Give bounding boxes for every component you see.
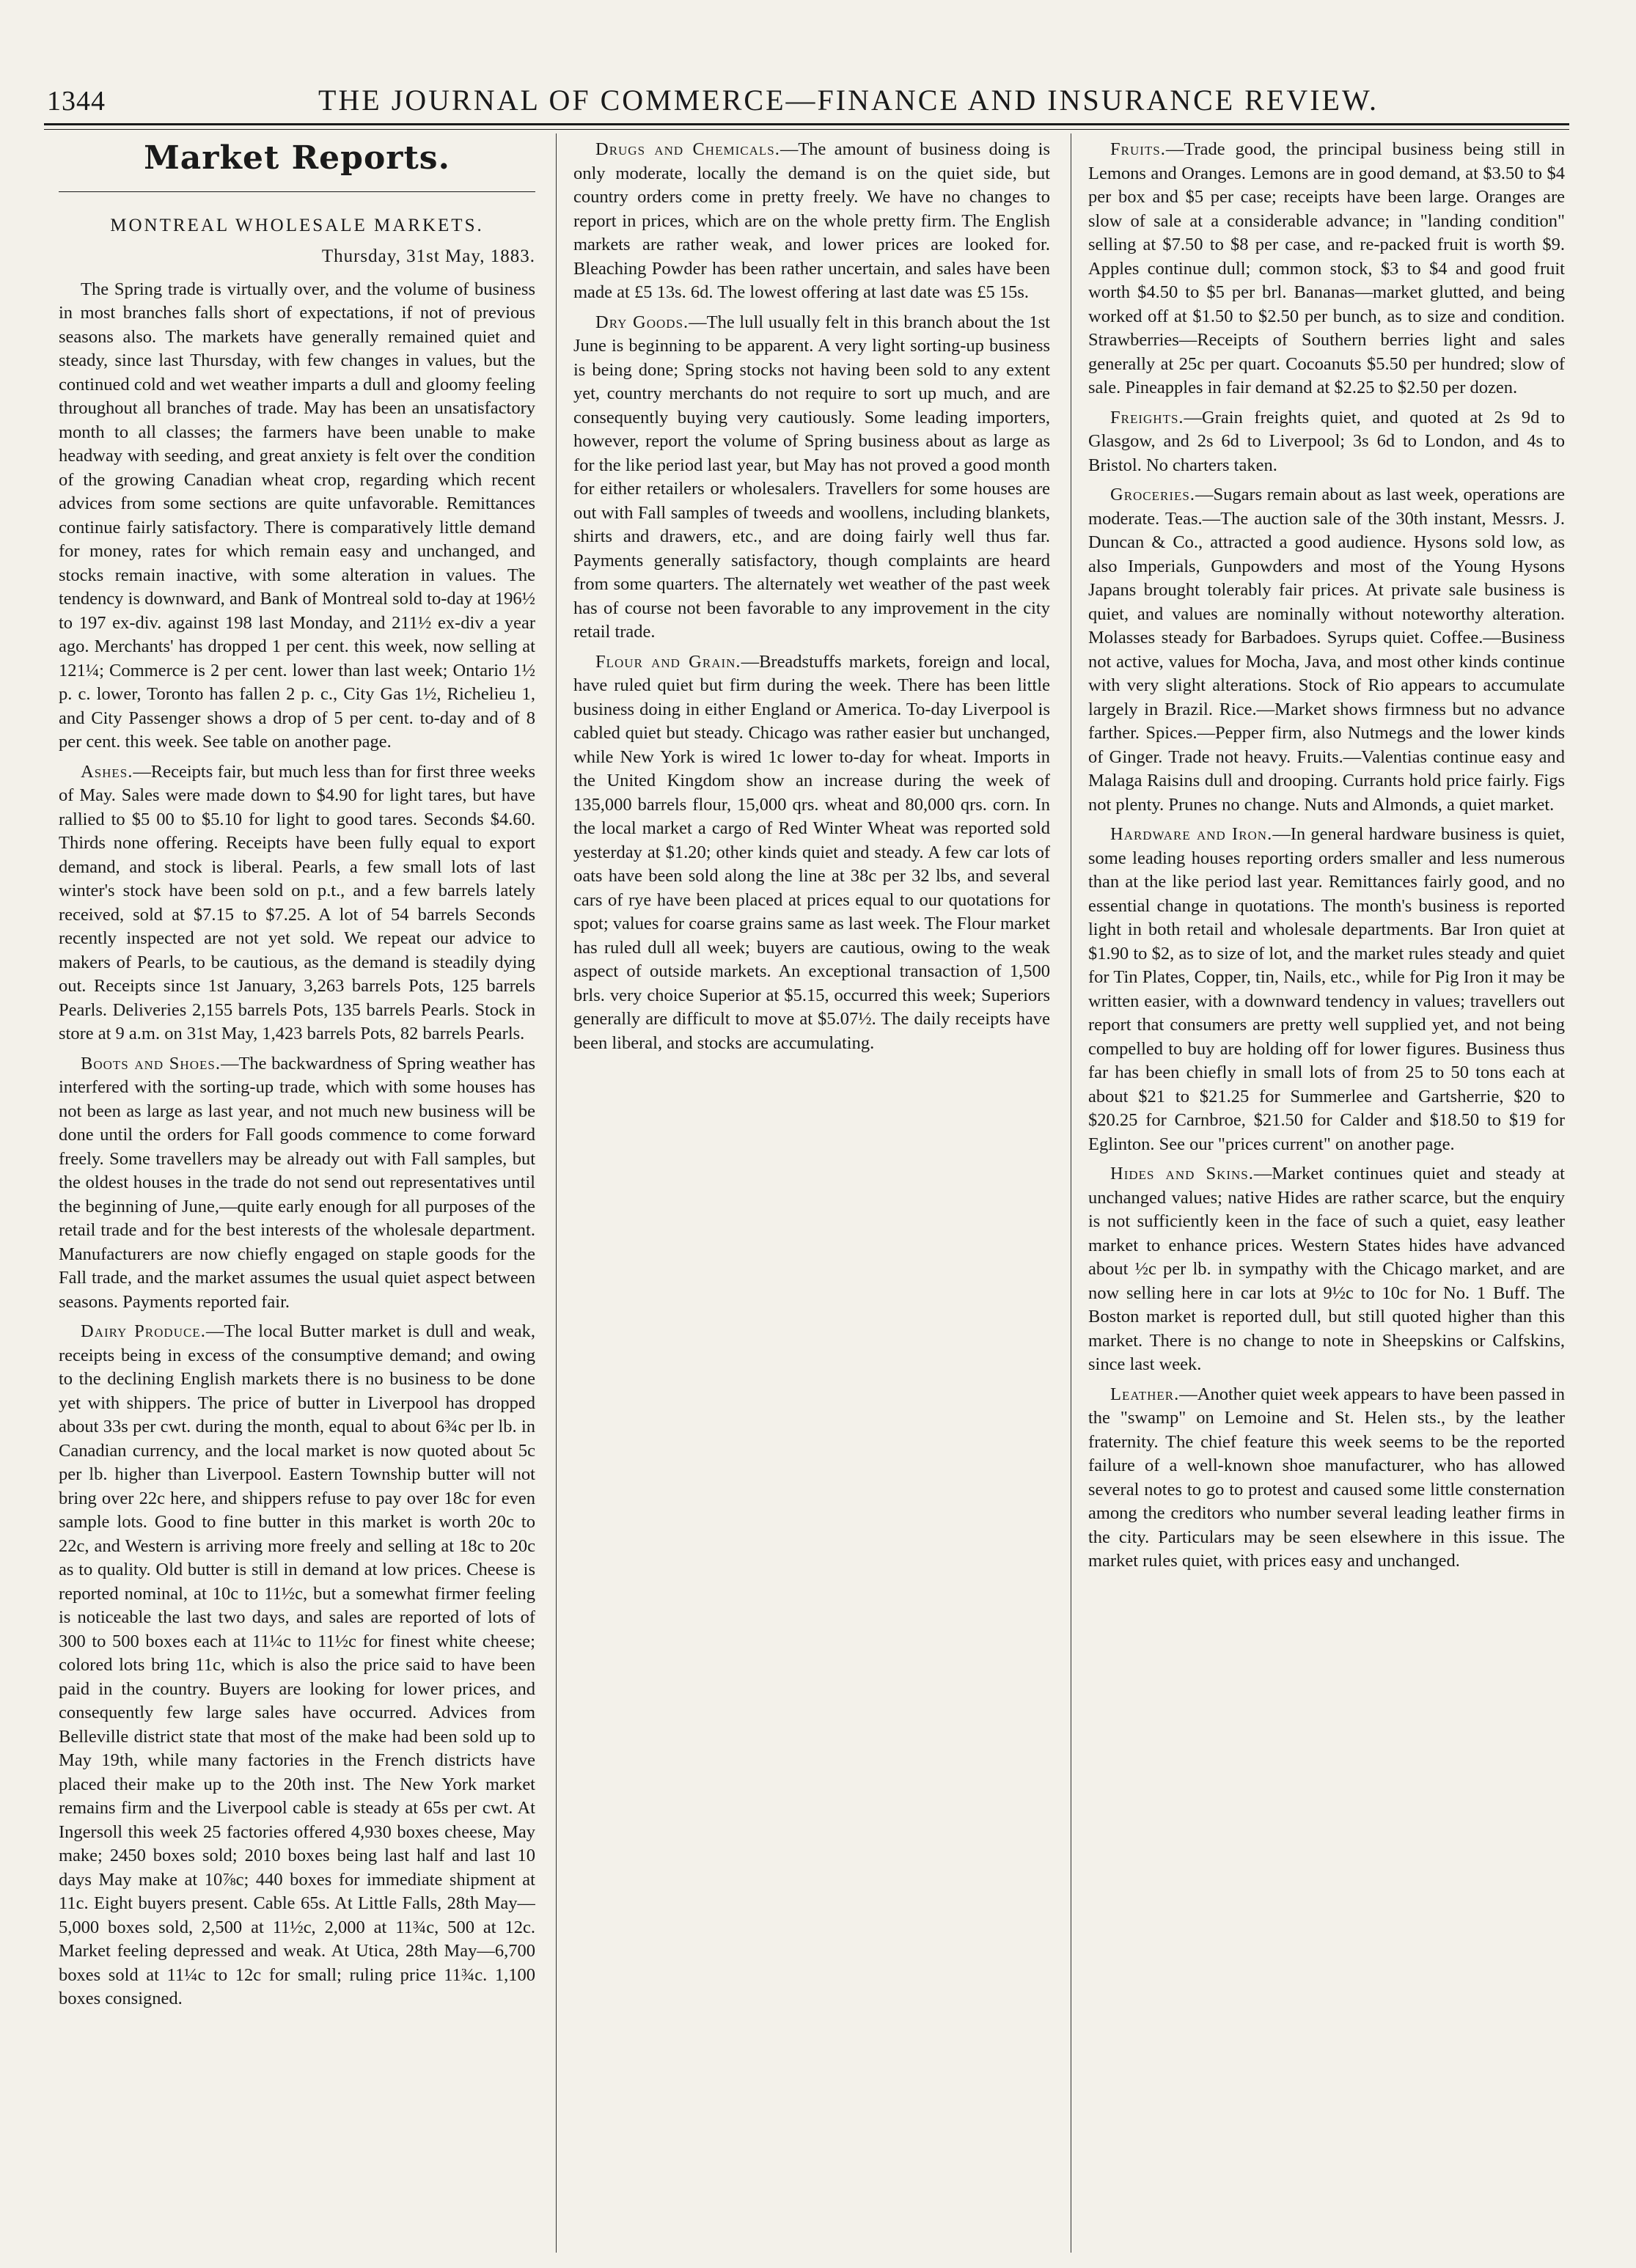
article-text: —Another quiet week appears to have been passed in the "swamp" on Lemoine and St. Helen sts., by the leather fraternity. The chief feature this week seems to be the reported failure of a well-known shoe manufacturer, who has allowed several notes to go to protest and caused some little consternation among the creditors who number several leading leather firms in the city. Particulars may be seen elsewhere in this issue. The market rules quiet, with prices easy and unchanged.	[1088, 1384, 1565, 1571]
article-boots-and-shoes	[59, 1052, 535, 1315]
article-text: —Grain freights quiet, and quoted at 2s 9d to Glasgow, and 2s 6d to Liverpool; 3s 6d to London, and 4s to Bristol. No charters taken.	[1088, 407, 1565, 475]
article-text: —Breadstuffs markets, foreign and local, have ruled quiet but firm during the week. There has been little business doing in either England or America. To-day Liverpool is cabled quiet but steady. Chicago was rather easier but unchanged, while New York is wired 1c lower to-day for wheat. Imports in the United Kingdom show an increase during the week of 135,000 barrels flour, 15,000 qrs. wheat and 80,000 qrs. corn. In the local market a cargo of Red Winter Wheat was reported sold yesterday at $1.20; other kinds quiet and steady. A few car lots of oats have been sold along the line at 38c per 32 lbs, and several cars of rye have been placed at prices equal to our quotations for spot; values for coarse grains same as last week. The Flour market has ruled dull all week; buyers are cautious, owing to the weak aspect of outside markets. An exceptional transaction of 1,500 brls. very choice Superior at $5.15, occurred this week; Superiors generally are difficult to move at $5.07½. The daily receipts have been liberal, and stocks are accumulating.	[573, 651, 1050, 1053]
page-number: 1344	[47, 86, 106, 117]
section-title: Market Reports.	[144, 139, 450, 177]
article-fruits	[1088, 138, 1565, 400]
article-lead: Hardware and Iron.	[1110, 824, 1273, 844]
article-flour-and-grain	[573, 650, 1050, 1056]
article-intro	[59, 278, 535, 755]
article-text: —Market continues quiet and steady at unchanged values; native Hides are rather scarce, but the enquiry is not sufficiently keen in the face of such a quiet, easy leather market to enhance prices. Western States hides have advanced about ½c per lb. in sympathy with the Chicago market, and are now selling here in car lots at 9½c to 10c for No. 1 Buff. The Boston market is reported dull, but still quoted higher than this market. There is no change to note in Sheepskins or Calfskins, since last week.	[1088, 1164, 1565, 1374]
article-dry-goods	[573, 311, 1050, 645]
article-text: —The local Butter market is dull and weak, receipts being in excess of the consumptive demand; and owing to the declining English markets there is no business to be done yet with shippers. The price of butter in Liverpool has dropped about 33s per cwt. during the month, equal to about 6¾c per lb. in Canadian currency, and the local market is now quoted about 5c per lb. higher than Liverpool. Eastern Township butter will not bring over 22c here, and shippers refuse to pay over 18c for even sample lots. Good to fine butter in this market is worth 20c to 22c, and Western is arriving more freely and selling at 18c to 20c as to quality. Old butter is still in demand at low prices. Cheese is reported nominal, at 10c to 11½c, but a somewhat firmer feeling is noticeable the last two days, and sales are reported of lots of 300 to 500 boxes each at 11¼c to 11½c for finest white cheese; colored lots bring 11c, which is also the price said to have been paid in the country. Buyers are looking for lower prices, and consequently few large sales have occurred. Advices from Belleville district state that most of the make had been sold up to May 19th, while many factories in the French districts have placed their make up to the 20th inst. The New York market remains firm and the Liverpool cable is steady at 65s per cwt. At Ingersoll this week 25 factories offered 4,930 boxes cheese, May make; 2450 boxes sold; 2010 boxes being last half and last 10 days May make at 10⅞c; 440 boxes for immediate shipment at 11c. Eight buyers present. Cable 65s. At Little Falls, 28th May—5,000 boxes sold, 2,500 at 11½c, 2,000 at 11¾c, 500 at 12c. Market feeling depressed and weak. At Utica, 28th May—6,700 boxes sold at 11¼c to 12c for small; ruling price 11¾c. 1,100 boxes consigned.	[59, 1321, 535, 2008]
article-lead: Boots and Shoes.	[81, 1053, 221, 1074]
article-dairy-produce	[59, 1320, 535, 2011]
article-lead: Drugs and Chemicals.	[595, 139, 780, 159]
article-lead: Ashes.	[81, 761, 133, 782]
article-hides-and-skins	[1088, 1162, 1565, 1377]
column-1	[59, 138, 535, 2250]
article-lead: Dairy Produce.	[81, 1321, 206, 1341]
article-text: —The amount of business doing is only moderate, locally the demand is on the quiet side, but country orders come in pretty freely. We have no changes to report in prices, which are on the whole pretty firm. The English markets are rather weak, and lower prices are looked for. Bleaching Powder has been rather uncertain, and sales have been made at £5 13s. 6d. The lowest offering at last date was £5 15s.	[573, 139, 1050, 302]
article-lead: Groceries.	[1110, 485, 1195, 504]
article-hardware-and-iron	[1088, 823, 1565, 1156]
article-lead: Fruits.	[1110, 139, 1166, 159]
article-freights	[1088, 406, 1565, 478]
article-lead: Hides and Skins.	[1110, 1164, 1254, 1183]
header-rule-thin	[44, 129, 1569, 130]
column-rule	[556, 133, 557, 2253]
article-ashes	[59, 760, 535, 1046]
article-drugs-and-chemicals	[573, 138, 1050, 305]
article-text: —Sugars remain about as last week, operations are moderate. Teas.—The auction sale of the 30th instant, Messrs. J. Duncan & Co., attracted a good audience. Hysons sold low, as also Imperials, Gunpowders and most of the Young Hysons Japans brought tolerably fair prices. At private sale business is quiet, and values are nominally without noteworthy alteration. Molasses steady for Barbadoes. Syrups quiet. Coffee.—Business not active, values for Mocha, Java, and most other kinds continue with very slight alterations. Stock of Rio appears to accumulate largely in Brazil. Rice.—Market shows firmness but no advance farther. Spices.—Pepper firm, also Nutmegs and the lower kinds of Ginger. Trade not heavy. Fruits.—Valentias continue easy and Malaga Raisins dull and drooping. Currants hold price fairly. Figs not plenty. Prunes no change. Nuts and Almonds, a quiet market.	[1088, 485, 1565, 815]
article-text: —In general hardware business is quiet, some leading houses reporting orders smaller and less numerous than at the like period last year. Remittances fairly good, and no essential change in quotations. The month's business is reported light in both retail and wholesale departments. Bar Iron quiet at $1.90 to $2, as to size of lot, and the market rules steady and quiet for Tin Plates, Copper, tin, Nails, etc., while for Pig Iron it may be written easier, with a downward tendency in values; travellers out report that consumers are pretty well supplied yet, and not being compelled to buy are holding off for lower figures. Business thus far has been chiefly in small lots of from 25 to 50 tons each at about $21 to $21.25 for Summerlee and Gartsherrie, $20 to $20.25 for Carnbroe, $21.50 for Calder and $18.50 to $19 for Eglinton. See our "prices current" on another page.	[1088, 824, 1565, 1154]
article-lead: Freights.	[1110, 407, 1184, 427]
article-groceries	[1088, 483, 1565, 817]
subhead: MONTREAL WHOLESALE MARKETS.	[110, 215, 484, 235]
column-3	[1088, 138, 1565, 2250]
article-text: —Trade good, the principal business being still in Lemons and Oranges. Lemons are in good demand, at $3.50 to $4 per box and $5 per case; receipts have been large. Oranges are slow of sale at a considerable advance; in "landing condition" selling at $7.50 to $8 per case, and re-packed fruit is worth $9. Apples continue dull; common stock, $3 to $4 and good fruit worth $4.50 to $5 per brl. Bananas—market glutted, and being worked off at $1.50 to $2.50 per bunch, as to size and condition. Strawberries—Receipts of Southern berries light and sales generally at 25c per quart. Cocoanuts $5.50 per hundred; slow of sale. Pineapples in fair demand at $2.25 to $2.50 per dozen.	[1088, 139, 1565, 397]
article-lead: Flour and Grain.	[595, 651, 741, 672]
article-leather	[1088, 1383, 1565, 1574]
article-text: —Receipts fair, but much less than for first three weeks of May. Sales were made down to $4.90 for light tares, but have rallied to $5 00 to $5.10 for light to good tares. Seconds $4.60. Thirds none offering. Receipts have been fully equal to export demand, and stock is liberal. Pearls, a few small lots of last winter's stock have been sold on p.t., and a few barrels lately received, sold at $7.15 to $7.25. A lot of 54 barrels Seconds recently inspected are not yet sold. We repeat our advice to makers of Pearls, to be cautious, as the demand is steadily dying out. Receipts since 1st January, 3,263 barrels Pots, 125 barrels Pearls. Deliveries 2,155 barrels Pots, 135 barrels Pearls. Stock in store at 9 a.m. on 31st May, 1,423 barrels Pots, 82 barrels Pearls.	[59, 761, 535, 1043]
article-text: —The lull usually felt in this branch about the 1st June is beginning to be apparent. A very light sorting-up business is being done; Spring stocks not having been sold to any extent yet, country merchants do not require to sort up much, and are consequently buying very cautiously. Some leading importers, however, report the volume of Spring business about as large as for the like period last year, but May has not proved a good month for either retailers or wholesalers. Travellers for some houses are out with Fall samples of tweeds and woollens, including blankets, shirts and drawers, etc., and are doing fairly well thus far. Payments generally satisfactory, though complaints are heard from some quarters. The alternately wet weather of the past week has of course not been favorable to any improvement in the city retail trade.	[573, 312, 1050, 642]
column-2	[573, 138, 1050, 2250]
journal-title: THE JOURNAL OF COMMERCE—FINANCE AND INSURANCE REVIEW.	[318, 84, 1379, 117]
article-lead: Leather.	[1110, 1384, 1180, 1404]
header-rule	[44, 123, 1569, 125]
article-lead: Dry Goods.	[595, 312, 689, 332]
dateline: Thursday, 31st May, 1883.	[321, 246, 535, 266]
running-head	[47, 79, 1562, 117]
article-text: —The backwardness of Spring weather has interfered with the sorting-up trade, which with some houses has not been as large as last year, and not much new business will be done until the orders for Fall goods commence to come forward freely. Some travellers may be already out with Fall samples, but the oldest houses in the trade do not send out representatives until the beginning of June,—quite early enough for all purposes of the retail trade and for the best interests of the wholesale department. Manufacturers are now chiefly engaged on staple goods for the Fall trade, and the market assumes the usual quiet aspect between seasons. Payments reported fair.	[59, 1053, 535, 1312]
article-text: The Spring trade is virtually over, and the volume of business in most branches falls short of expectations, if not of previous seasons also. The markets have generally remained quiet and steady, since last Thursday, with few changes in values, but the continued cold and wet weather imparts a dull and gloomy feeling throughout all branches of trade. May has been an unsatisfactory month to all classes; the farmers have been unable to make headway with seeding, and great anxiety is felt over the condition of the growing Canadian wheat crop, regarding which recent advices from some sections are quite unfavorable. Remittances continue fairly satisfactory. There is comparatively little demand for money, rates for which remain easy and unchanged, and stocks remain inactive, with some alteration in values. The tendency is downward, and Bank of Montreal sold to-day at 196½ to 197 ex-div. against 198 last Monday, and 211½ ex-div a year ago. Merchants' has dropped 1 per cent. this week, now selling at 121¼; Commerce is 2 per cent. lower than last week; Ontario 1½ p. c. lower, Toronto has fallen 2 p. c., City Gas 1½, Richelieu 1, and City Passenger shows a drop of 5 per cent. to-day and of 8 per cent. this week. See table on another page.	[59, 279, 535, 752]
section-rule	[59, 191, 535, 192]
